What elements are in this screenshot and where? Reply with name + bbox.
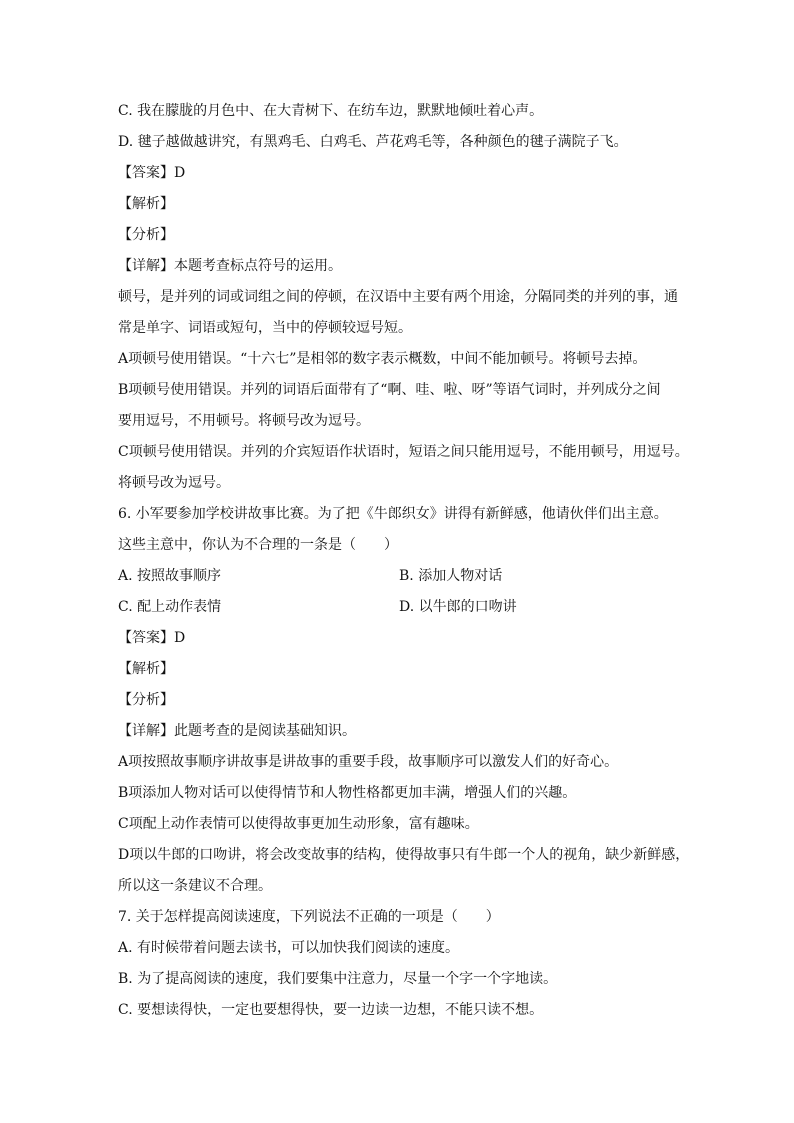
paragraph-line: 常是单字、词语或短句，当中的停顿较逗号短。 xyxy=(118,320,412,336)
q6-option-a: A. 按照故事顺序 xyxy=(118,568,222,584)
paragraph-line: A项按照故事顺序讲故事是讲故事的重要手段，故事顺序可以激发人们的好奇心。 xyxy=(118,754,619,770)
paragraph-line: B项添加人物对话可以使得情节和人物性格都更加丰满，增强人们的兴趣。 xyxy=(118,785,577,801)
q7-option-a: A. 有时候带着问题去读书，可以加快我们阅读的速度。 xyxy=(118,940,460,956)
question-6-line: 这些主意中，你认为不合理的一条是（ ） xyxy=(118,537,398,553)
question-7-line: 7. 关于怎样提高阅读速度，下列说法不正确的一项是（ ） xyxy=(118,909,500,925)
paragraph-line: C项配上动作表情可以使得故事更加生动形象，富有趣味。 xyxy=(118,816,479,832)
option-d-line: D. 毽子越做越讲究，有黑鸡毛、白鸡毛、芦花鸡毛等，各种颜色的毽子满院子飞。 xyxy=(118,134,628,150)
question-6-options-row xyxy=(118,566,680,597)
paragraph-line: A项顿号使用错误。“十六七”是相邻的数字表示概数，中间不能加顿号。将顿号去掉。 xyxy=(118,351,647,367)
analysis-sub-label: 【分析】 xyxy=(118,227,174,243)
paragraph-line: D项以牛郎的口吻讲，将会改变故事的结构，使得故事只有牛郎一个人的视角，缺少新鲜感， xyxy=(118,847,690,863)
paragraph-line: C项顿号使用错误。并列的介宾短语作状语时，短语之间只能用逗号，不能用顿号，用逗号。 xyxy=(118,444,689,460)
q6-option-b: B. 添加人物对话 xyxy=(399,568,503,584)
q6-option-c: C. 配上动作表情 xyxy=(118,599,222,615)
q6-option-d: D. 以牛郎的口吻讲 xyxy=(399,599,517,615)
question-6-line: 6. 小军要参加学校讲故事比赛。为了把《牛郎织女》讲得有新鲜感，他请伙伴们出主意。 xyxy=(118,506,668,522)
paragraph-line: B项顿号使用错误。并列的词语后面带有了“啊、哇、啦、呀”等语气词时，并列成分之间 xyxy=(118,382,661,398)
detail-label: 【详解】此题考查的是阅读基础知识。 xyxy=(118,723,356,739)
option-c-line: C. 我在朦胧的月色中、在大青树下、在纺车边，默默地倾吐着心声。 xyxy=(118,103,544,119)
analysis-label: 【解析】 xyxy=(118,661,174,677)
document-page xyxy=(118,101,690,1031)
analysis-sub-label: 【分析】 xyxy=(118,692,174,708)
paragraph-line: 将顿号改为逗号。 xyxy=(118,475,230,491)
paragraph-line: 顿号，是并列的词或词组之间的停顿，在汉语中主要有两个用途，分隔同类的并列的事，通 xyxy=(118,289,678,305)
paragraph-line: 要用逗号，不用顿号。将顿号改为逗号。 xyxy=(118,413,370,429)
answer-label: 【答案】D xyxy=(118,630,186,646)
q7-option-c: C. 要想读得快，一定也要想得快，要一边读一边想，不能只读不想。 xyxy=(118,1002,544,1018)
detail-label: 【详解】本题考查标点符号的运用。 xyxy=(118,258,342,274)
answer-label: 【答案】D xyxy=(118,165,186,181)
question-6-options-row xyxy=(118,597,680,628)
q7-option-b: B. 为了提高阅读的速度，我们要集中注意力，尽量一个字一个字地读。 xyxy=(118,971,558,987)
analysis-label: 【解析】 xyxy=(118,196,174,212)
paragraph-line: 所以这一条建议不合理。 xyxy=(118,878,272,894)
